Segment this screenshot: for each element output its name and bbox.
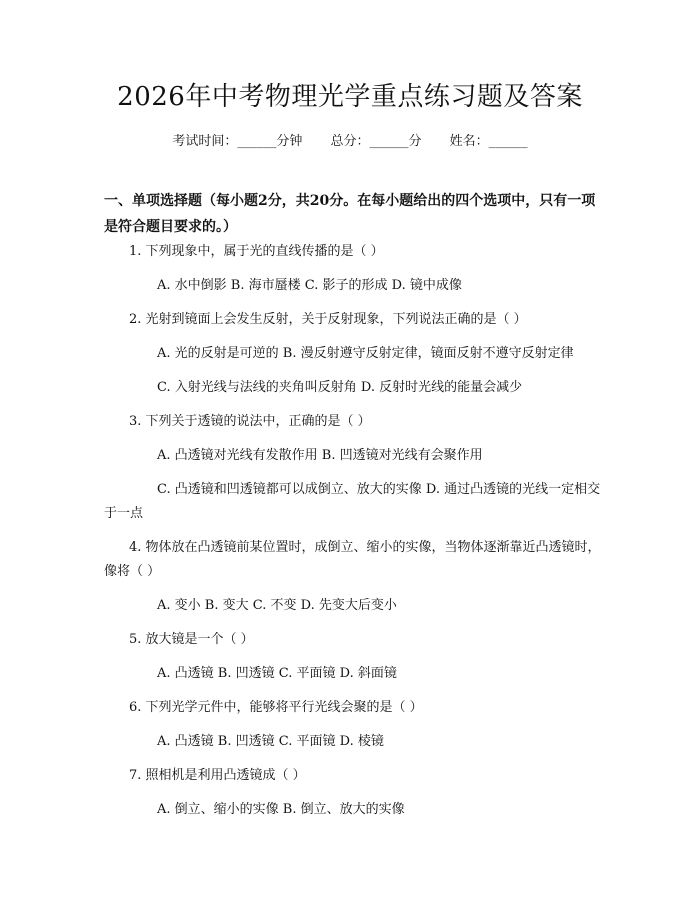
question-6-options: A. 凸透镜 B. 凹透镜 C. 平面镜 D. 棱镜 — [157, 734, 384, 749]
question-7-options: A. 倒立、缩小的实像 B. 倒立、放大的实像 — [157, 802, 405, 817]
question-2-options-line-2: C. 入射光线与法线的夹角叫反射角 D. 反射时光线的能量会减少 — [157, 380, 523, 395]
question-4-stem: 4. 物体放在凸透镜前某位置时，成倒立、缩小的实像，当物体逐渐靠近凸透镜时，像将（ ） — [104, 540, 601, 579]
question-5-options: A. 凸透镜 B. 凹透镜 C. 平面镜 D. 斜面镜 — [157, 666, 397, 681]
page-title: 2026年中考物理光学重点练习题及答案 — [117, 82, 583, 112]
question-3-options-line-2: C. 凸透镜和凹透镜都可以成倒立、放大的实像 D. 通过凸透镜的光线一定相交于一点 — [104, 482, 601, 521]
question-2-stem: 2. 光射到镜面上会发生反射，关于反射现象，下列说法正确的是（ ） — [129, 312, 527, 327]
question-4-options: A. 变小 B. 变大 C. 不变 D. 先变大后变小 — [157, 598, 397, 613]
exam-time-field: 考试时间：______分钟 — [172, 134, 303, 149]
section-heading: 一、单项选择题（每小题2分，共20分。在每小题给出的四个选项中，只有一项是符合题目要求的。） — [104, 193, 596, 235]
question-1-stem: 1. 下列现象中，属于光的直线传播的是（ ） — [129, 244, 384, 259]
question-7-stem: 7. 照相机是利用凸透镜成（ ） — [129, 768, 306, 783]
question-3-stem: 3. 下列关于透镜的说法中，正确的是（ ） — [129, 414, 371, 429]
question-6-stem: 6. 下列光学元件中，能够将平行光线会聚的是（ ） — [129, 700, 423, 715]
question-list — [104, 240, 602, 832]
student-name-field: 姓名：______ — [449, 134, 528, 149]
question-2-options-line-1: A. 光的反射是可逆的 B. 漫反射遵守反射定律，镜面反射不遵守反射定律 — [157, 346, 574, 361]
question-5-stem: 5. 放大镜是一个（ ） — [129, 632, 254, 647]
question-1-options: A. 水中倒影 B. 海市蜃楼 C. 影子的形成 D. 镜中成像 — [157, 278, 462, 293]
question-3-options-line-1: A. 凸透镜对光线有发散作用 B. 凹透镜对光线有会聚作用 — [157, 448, 483, 463]
exam-meta — [0, 132, 700, 152]
total-score-field: 总分：______分 — [330, 134, 422, 149]
